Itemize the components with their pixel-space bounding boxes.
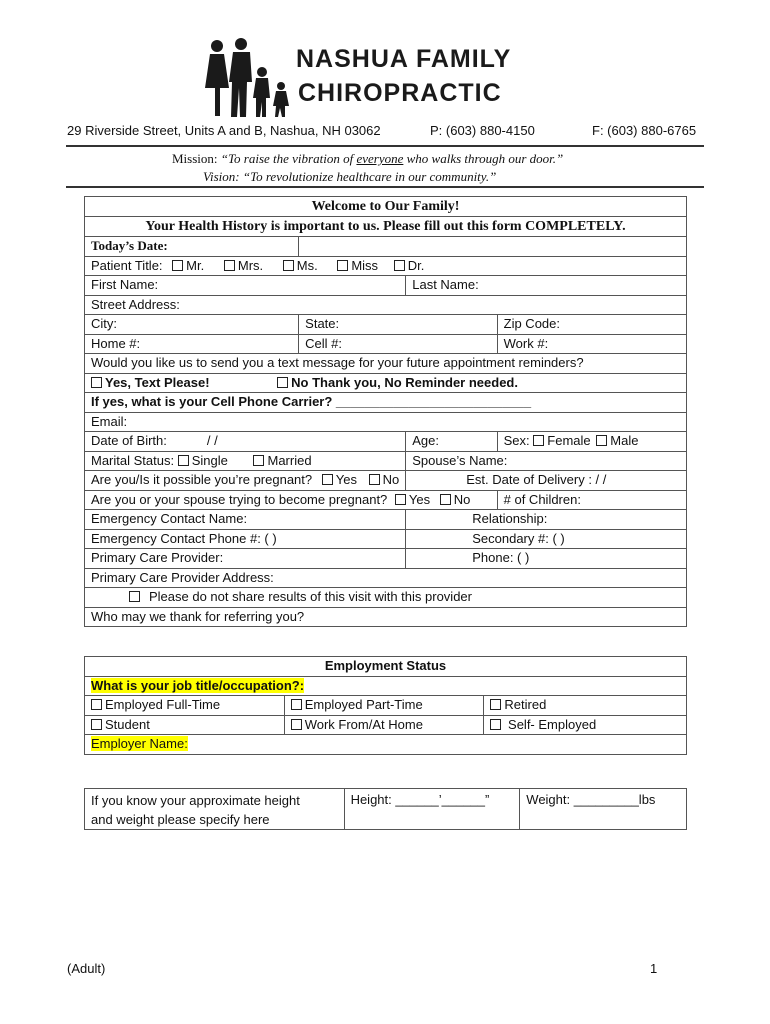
weight-field[interactable]: Weight: _________lbs	[520, 789, 687, 830]
trying-pregnant-question: Are you or your spouse trying to become pregnant? Yes No	[85, 490, 498, 510]
trying-yes-option[interactable]: Yes	[395, 492, 430, 507]
full-time-option[interactable]: Employed Full-Time	[85, 696, 285, 716]
footer-form-type: (Adult)	[67, 961, 106, 976]
cell-phone-field[interactable]: Cell #:	[299, 334, 497, 354]
checkbox-icon	[291, 699, 302, 710]
height-field[interactable]: Height: ______’______”	[344, 789, 520, 830]
state-field[interactable]: State:	[299, 315, 497, 335]
checkbox-icon	[533, 435, 544, 446]
employer-name-field[interactable]: Employer Name:	[85, 735, 687, 755]
work-phone-field[interactable]: Work #:	[497, 334, 686, 354]
checkbox-icon	[277, 377, 288, 388]
clinic-phone: P: (603) 880-4150	[430, 123, 535, 138]
instruction-heading: Your Health History is important to us. Please fill out this form COMPLETELY.	[85, 217, 687, 237]
emergency-contact-name-field[interactable]: Emergency Contact Name:	[85, 510, 406, 530]
text-yes-option[interactable]: Yes, Text Please!	[91, 375, 210, 390]
occupation-field[interactable]: What is your job title/occupation?:	[85, 676, 687, 696]
text-no-option[interactable]: No Thank you, No Reminder needed.	[277, 375, 518, 390]
checkbox-icon	[322, 474, 333, 485]
mission-text-pre: “To raise the vibration of	[220, 151, 357, 166]
street-address-field[interactable]: Street Address:	[85, 295, 687, 315]
patient-title-label: Patient Title:	[91, 257, 163, 273]
checkbox-icon	[253, 455, 264, 466]
checkbox-icon	[596, 435, 607, 446]
checkbox-icon	[91, 377, 102, 388]
pregnant-question: Are you/Is it possible you’re pregnant? Yes No	[85, 471, 406, 491]
checkbox-icon	[395, 494, 406, 505]
employment-table	[84, 656, 687, 755]
secondary-phone-field[interactable]: Secondary #: ( )	[406, 529, 687, 549]
text-reminder-options	[85, 373, 687, 393]
footer-page-number: 1	[650, 961, 658, 976]
text-reminder-question: Would you like us to send you a text message for your future appointment reminders?	[85, 354, 687, 374]
spouse-name-field[interactable]: Spouse’s Name:	[406, 451, 687, 471]
mission-statement	[172, 151, 563, 167]
part-time-option[interactable]: Employed Part-Time	[284, 696, 484, 716]
pregnant-yes-option[interactable]: Yes	[322, 472, 357, 487]
zip-field[interactable]: Zip Code:	[497, 315, 686, 335]
mission-underline: everyone	[356, 151, 404, 166]
email-field[interactable]: Email:	[85, 412, 687, 432]
checkbox-icon	[291, 719, 302, 730]
sex-male-option[interactable]: Male	[596, 433, 638, 448]
logo-line-1: NASHUA FAMILY	[296, 45, 512, 73]
checkbox-icon	[369, 474, 380, 485]
pcp-phone-field[interactable]: Phone: ( )	[406, 549, 687, 569]
checkbox-icon	[172, 260, 183, 271]
sex-female-option[interactable]: Female	[533, 433, 590, 448]
pregnant-no-option[interactable]: No	[369, 472, 400, 487]
city-field[interactable]: City:	[85, 315, 299, 335]
checkbox-icon	[283, 260, 294, 271]
title-mr-option[interactable]: Mr.	[172, 258, 204, 273]
first-name-field[interactable]: First Name:	[85, 276, 406, 296]
header-divider-bottom	[66, 186, 704, 188]
height-weight-table	[84, 788, 687, 830]
dob-field[interactable]: Date of Birth: / /	[85, 432, 406, 452]
home-phone-field[interactable]: Home #:	[85, 334, 299, 354]
vision-statement: Vision: “To revolutionize healthcare in our community.”	[203, 169, 497, 184]
todays-date-field[interactable]	[299, 237, 687, 257]
retired-option[interactable]: Retired	[484, 696, 687, 716]
checkbox-icon	[440, 494, 451, 505]
delivery-date-field[interactable]: Est. Date of Delivery : / /	[406, 471, 687, 491]
marital-status-field: Marital Status: Single Married	[85, 451, 406, 471]
pcp-address-field[interactable]: Primary Care Provider Address:	[85, 568, 687, 588]
checkbox-icon	[490, 719, 501, 730]
checkbox-icon	[224, 260, 235, 271]
work-from-home-option[interactable]: Work From/At Home	[284, 715, 484, 735]
logo-line-2: CHIROPRACTIC	[298, 79, 502, 107]
sex-field: Sex: Female Male	[497, 432, 686, 452]
checkbox-icon	[394, 260, 405, 271]
age-field[interactable]: Age:	[406, 432, 497, 452]
measure-prompt: If you know your approximate height and weight please specify here	[85, 789, 345, 830]
pcp-field[interactable]: Primary Care Provider:	[85, 549, 406, 569]
todays-date-label: Today’s Date:	[85, 237, 299, 257]
trying-no-option[interactable]: No	[440, 492, 471, 507]
mission-label: Mission:	[172, 151, 221, 166]
marital-married-option[interactable]: Married	[253, 453, 311, 468]
self-employed-option[interactable]: Self- Employed	[484, 715, 687, 735]
clinic-fax: F: (603) 880-6765	[592, 123, 697, 138]
employment-heading: Employment Status	[85, 657, 687, 677]
cell-carrier-field[interactable]: If yes, what is your Cell Phone Carrier? ___________________________	[85, 393, 687, 413]
title-ms-option[interactable]: Ms.	[283, 258, 318, 273]
referral-field[interactable]: Who may we thank for referring you?	[85, 607, 687, 627]
relationship-field[interactable]: Relationship:	[406, 510, 687, 530]
title-mrs-option[interactable]: Mrs.	[224, 258, 263, 273]
marital-single-option[interactable]: Single	[178, 453, 228, 468]
checkbox-icon	[91, 699, 102, 710]
checkbox-icon	[91, 719, 102, 730]
student-option[interactable]: Student	[85, 715, 285, 735]
title-dr-option[interactable]: Dr.	[394, 258, 425, 273]
checkbox-icon	[490, 699, 501, 710]
patient-title-row	[85, 256, 687, 276]
emergency-phone-field[interactable]: Emergency Contact Phone #: ( )	[85, 529, 406, 549]
last-name-field[interactable]: Last Name:	[406, 276, 687, 296]
title-miss-option[interactable]: Miss	[337, 258, 378, 273]
header-divider-top	[66, 145, 704, 147]
no-share-option[interactable]: Please do not share results of this visit with this provider	[85, 588, 687, 608]
logo-figures-icon	[200, 38, 292, 120]
patient-info-table	[84, 196, 687, 627]
mission-text-post: who walks through our door.”	[403, 151, 564, 166]
checkbox-icon	[129, 591, 140, 602]
checkbox-icon	[337, 260, 348, 271]
clinic-address: 29 Riverside Street, Units A and B, Nashua, NH 03062	[67, 123, 381, 138]
welcome-heading: Welcome to Our Family!	[85, 197, 687, 217]
checkbox-icon	[178, 455, 189, 466]
children-count-field[interactable]: # of Children:	[497, 490, 686, 510]
